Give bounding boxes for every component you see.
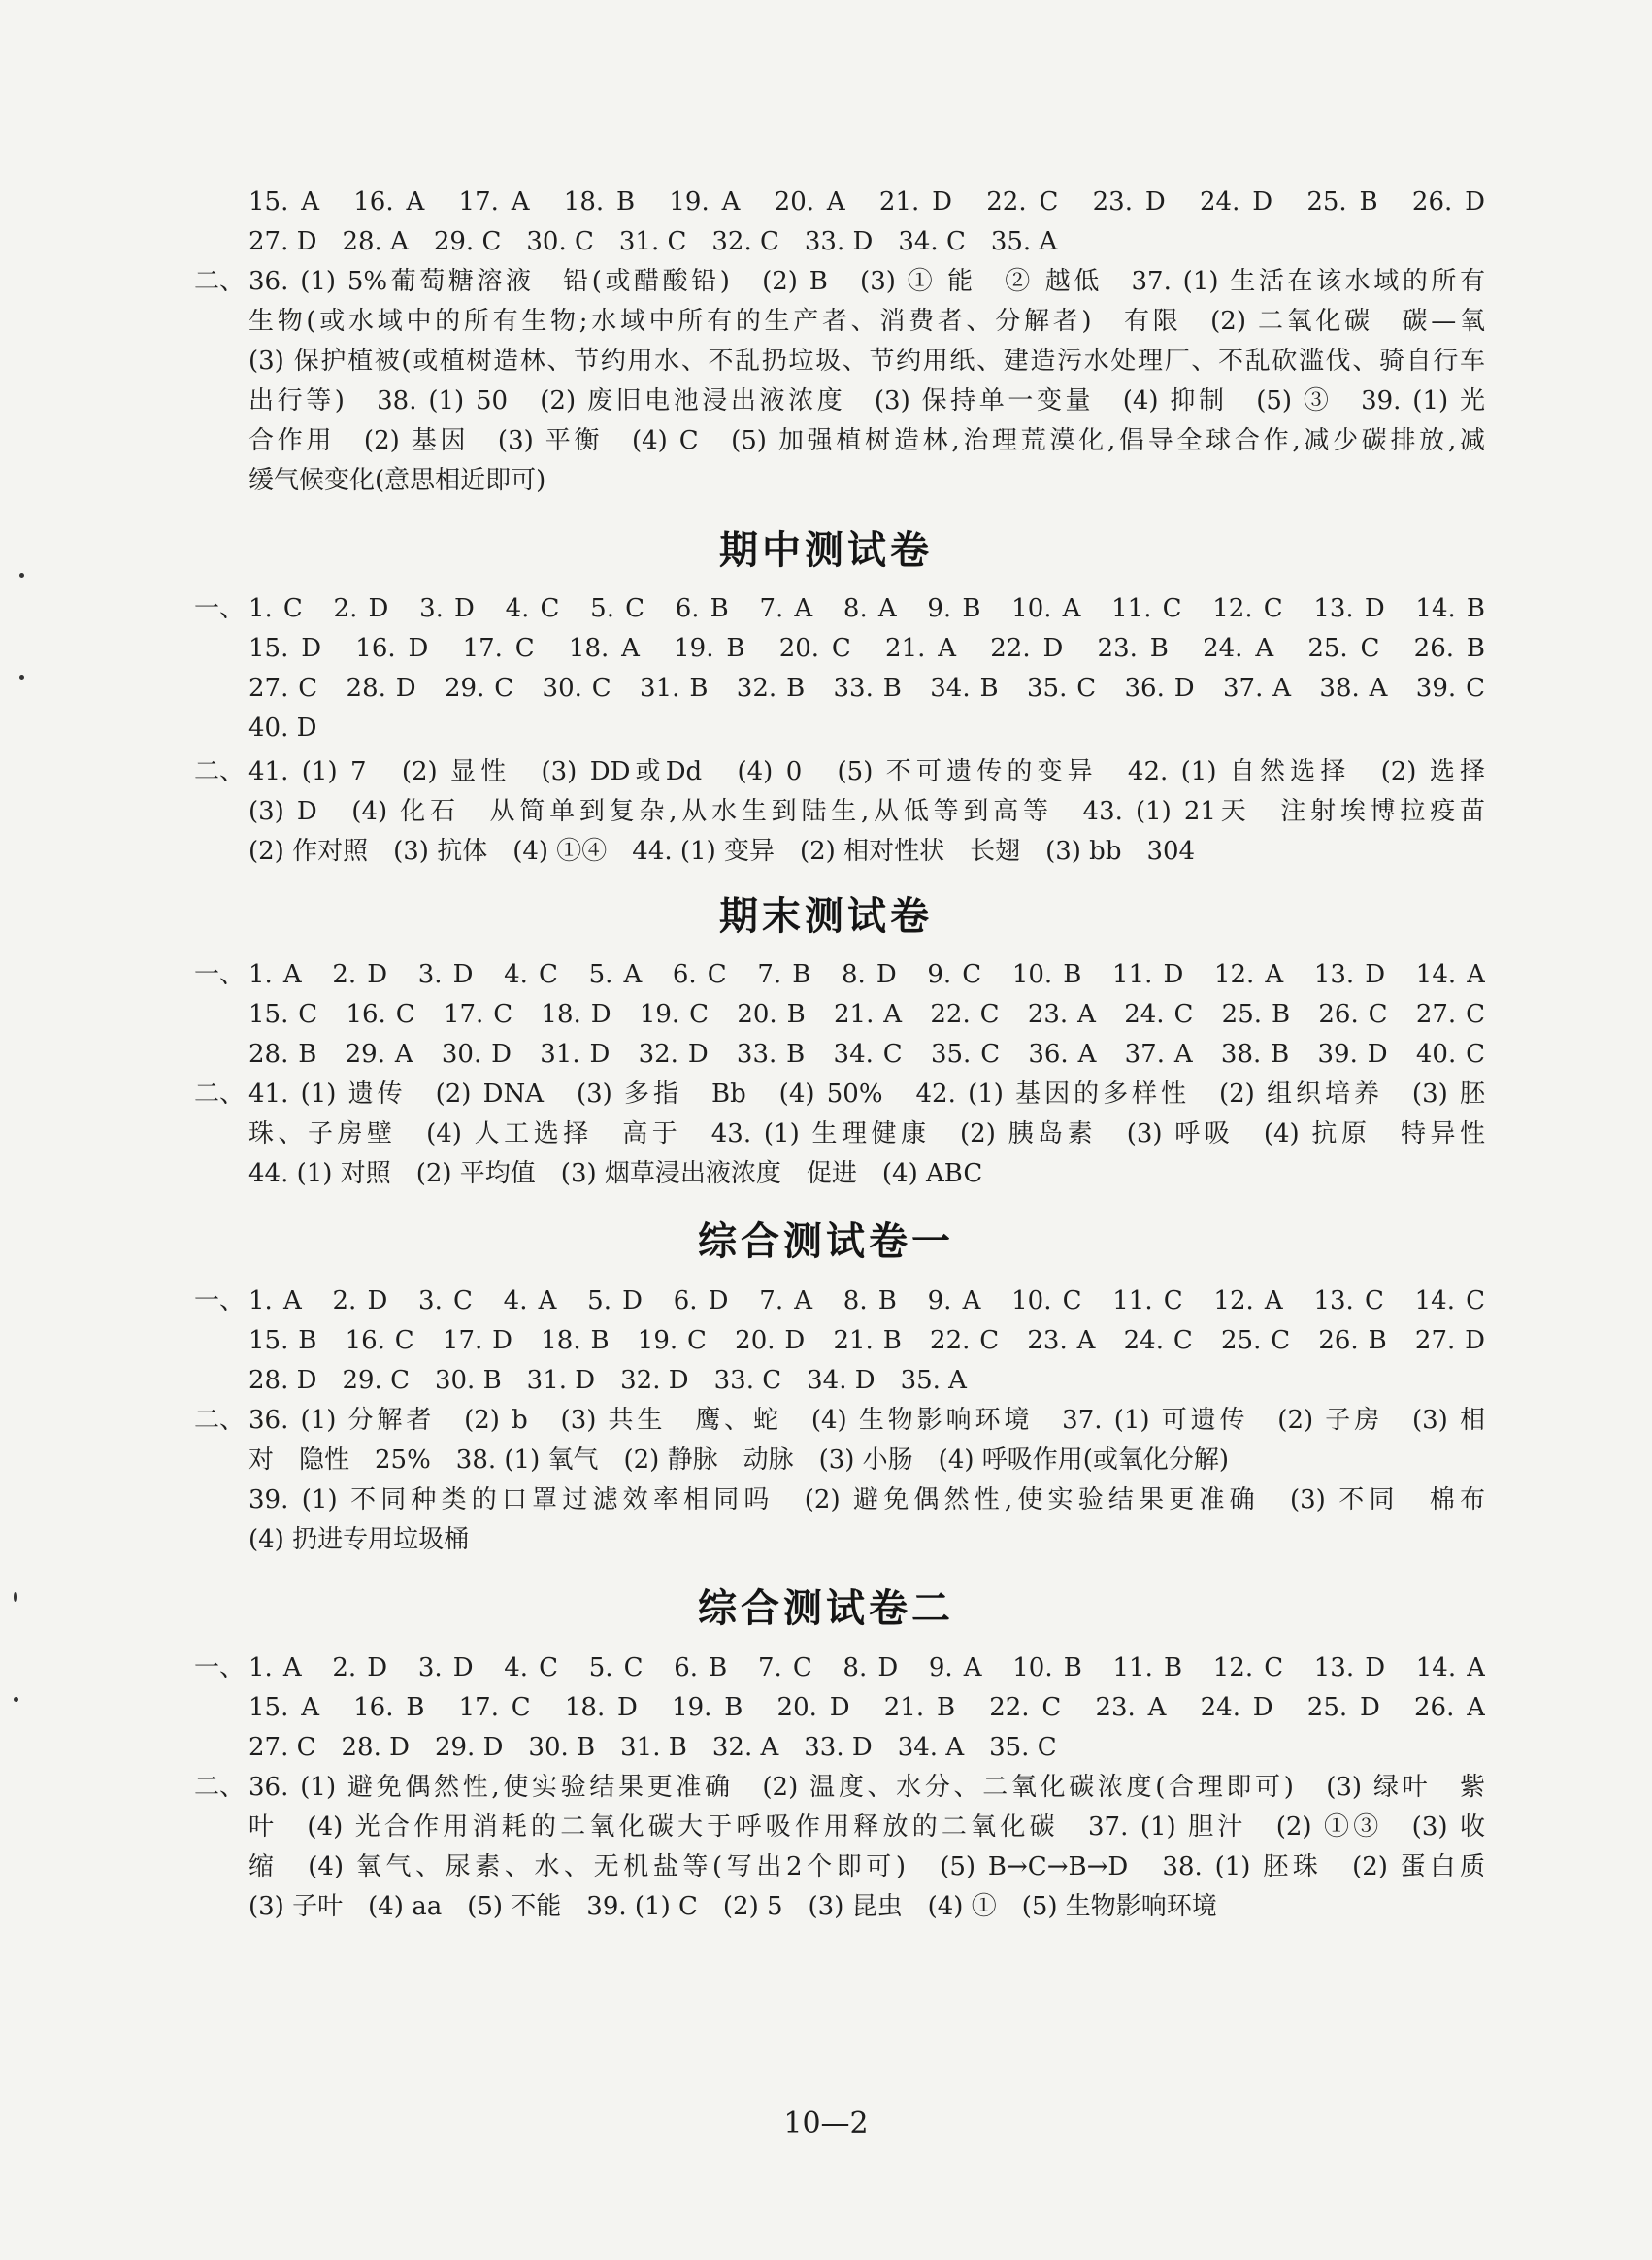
answer-line: 二、 36. (1) 分解者 (2) b (3) 共生 鹰、蛇 (4) 生物影响环境 37. (1) 可遗传 (2) 子房 (3) 相 [194, 1401, 1485, 1441]
comprehensive-test-2-section [194, 1648, 1485, 1927]
answer-line: (3) 子叶 (4) aa (5) 不能 39. (1) C (2) 5 (3) 昆虫 (4) ① (5) 生物影响环境 [248, 1892, 1217, 1921]
prev-test-section [194, 183, 1485, 501]
part-label: 一、 [194, 1653, 246, 1682]
answer-line: 27. C 28. D 29. D 30. B 31. B 32. A 33. D 34. A 35. C [248, 1733, 1057, 1762]
answer-line: (2) 作对照 (3) 抗体 (4) ①④ 44. (1) 变异 (2) 相对性状 长翅 (3) bb 304 [248, 837, 1196, 866]
answer-line: (4) 扔进专用垃圾桶 [248, 1525, 470, 1554]
part-label: 二、 [194, 267, 246, 296]
section-title: 期中测试卷 [719, 528, 933, 573]
part-label: 一、 [194, 960, 246, 989]
answer-line: 一、 1. A 2. D 3. D 4. C 5. C 6. B 7. C 8. D 9. A 10. B 11. B 12. C 13. D 14. A [194, 1648, 1485, 1688]
answer-line: 出行等) 38. (1) 50 (2) 废旧电池浸出液浓度 (3) 保持单一变量 (4) 抑制 (5) ③ 39. (1) 光 [248, 386, 1485, 415]
comprehensive-test-1-section [194, 1281, 1485, 1560]
answer-line: 15. C 16. C 17. C 18. D 19. C 20. B 21. A 22. C 23. A 24. C 25. B 26. C 27. C [248, 1000, 1485, 1029]
scan-speck [14, 1592, 17, 1602]
final-section [194, 955, 1485, 1194]
part-label: 二、 [194, 1080, 246, 1109]
answer-line: 28. B 29. A 30. D 31. D 32. D 33. B 34. C 35. C 36. A 37. A 38. B 39. D 40. C [248, 1040, 1485, 1069]
answer-line: 28. D 29. C 30. B 31. D 32. D 33. C 34. D 35. A [248, 1366, 967, 1395]
answer-line: 27. C 28. D 29. C 30. C 31. B 32. B 33. B 34. B 35. C 36. D 37. A 38. A 39. C [248, 674, 1485, 703]
answer-line: 缓气候变化(意思相近即可) [248, 466, 546, 495]
answer-line: 合作用 (2) 基因 (3) 平衡 (4) C (5) 加强植树造林,治理荒漠化,倡导全球合作,减少碳排放,减 [248, 426, 1485, 455]
scan-speck [19, 573, 24, 578]
answer-line: 一、 1. A 2. D 3. C 4. A 5. D 6. D 7. A 8. B 9. A 10. C 11. C 12. A 13. C 14. C [194, 1281, 1485, 1321]
answer-line: (3) 保护植被(或植树造林、节约用水、不乱扔垃圾、节约用纸、建造污水处理厂、不乱砍滥伐、骑自行车 [248, 347, 1485, 376]
answer-line: 40. D [248, 714, 317, 743]
scan-speck [19, 675, 24, 680]
part-label: 一、 [194, 1286, 246, 1315]
answer-line: 15. A 16. B 17. C 18. D 19. B 20. D 21. B 22. C 23. A 24. D 25. D 26. A [248, 1693, 1485, 1722]
answer-line: 对 隐性 25% 38. (1) 氧气 (2) 静脉 动脉 (3) 小肠 (4) 呼吸作用(或氧化分解) [248, 1446, 1230, 1475]
answer-line: 15. B 16. C 17. D 18. B 19. C 20. D 21. B 22. C 23. A 24. C 25. C 26. B 27. D [248, 1326, 1485, 1355]
part-label: 二、 [194, 757, 246, 786]
answer-line: 27. D 28. A 29. C 30. C 31. C 32. C 33. D 34. C 35. A [248, 227, 1058, 256]
answer-line: 一、 1. A 2. D 3. D 4. C 5. A 6. C 7. B 8. D 9. C 10. B 11. D 12. A 13. D 14. A [194, 955, 1485, 995]
answer-line: (3) D (4) 化石 从简单到复杂,从水生到陆生,从低等到高等 43. (1) 21天 注射埃博拉疫苗 [248, 797, 1485, 826]
answer-line: 缩 (4) 氧气、尿素、水、无机盐等(写出2个即可) (5) B→C→B→D 38. (1) 胚珠 (2) 蛋白质 [248, 1852, 1485, 1881]
answer-line: 44. (1) 对照 (2) 平均值 (3) 烟草浸出液浓度 促进 (4) ABC [248, 1159, 983, 1188]
answer-line: 39. (1) 不同种类的口罩过滤效率相同吗 (2) 避免偶然性,使实验结果更准确 (3) 不同 棉布 [248, 1485, 1485, 1514]
page-number: 10—2 [783, 2107, 869, 2141]
answer-line: 二、 36. (1) 5%葡萄糖溶液 铅(或醋酸铅) (2) B (3) ① 能 ② 越低 37. (1) 生活在该水域的所有 [194, 262, 1485, 302]
answer-line: 生物(或水域中的所有生物;水域中所有的生产者、消费者、分解者) 有限 (2) 二氧化碳 碳—氧 [248, 307, 1485, 336]
part-label: 二、 [194, 1406, 246, 1435]
answer-line: 一、 1. C 2. D 3. D 4. C 5. C 6. B 7. A 8. A 9. B 10. A 11. C 12. C 13. D 14. B [194, 589, 1485, 629]
scan-speck [14, 1697, 18, 1702]
part-label: 一、 [194, 594, 246, 623]
part-label: 二、 [194, 1773, 246, 1802]
answer-line: 15. A 16. A 17. A 18. B 19. A 20. A 21. D 22. C 23. D 24. D 25. B 26. D [248, 187, 1485, 216]
answer-line: 珠、子房壁 (4) 人工选择 高于 43. (1) 生理健康 (2) 胰岛素 (3) 呼吸 (4) 抗原 特异性 [248, 1119, 1485, 1148]
answer-line: 二、 36. (1) 避免偶然性,使实验结果更准确 (2) 温度、水分、二氧化碳浓度(合理即可) (3) 绿叶 紫 [194, 1768, 1485, 1808]
section-title: 期末测试卷 [719, 894, 933, 939]
answer-line: 叶 (4) 光合作用消耗的二氧化碳大于呼吸作用释放的二氧化碳 37. (1) 胆汁 (2) ①③ (3) 收 [248, 1812, 1485, 1842]
answer-line: 二、 41. (1) 7 (2) 显性 (3) DD或Dd (4) 0 (5) 不可遗传的变异 42. (1) 自然选择 (2) 选择 [194, 752, 1485, 792]
midterm-section [194, 589, 1485, 872]
answer-line: 二、 41. (1) 遗传 (2) DNA (3) 多指 Bb (4) 50% 42. (1) 基因的多样性 (2) 组织培养 (3) 胚 [194, 1075, 1485, 1114]
section-title: 综合测试卷一 [698, 1219, 954, 1264]
section-title: 综合测试卷二 [698, 1586, 954, 1631]
answer-line: 15. D 16. D 17. C 18. A 19. B 20. C 21. A 22. D 23. B 24. A 25. C 26. B [248, 634, 1485, 663]
